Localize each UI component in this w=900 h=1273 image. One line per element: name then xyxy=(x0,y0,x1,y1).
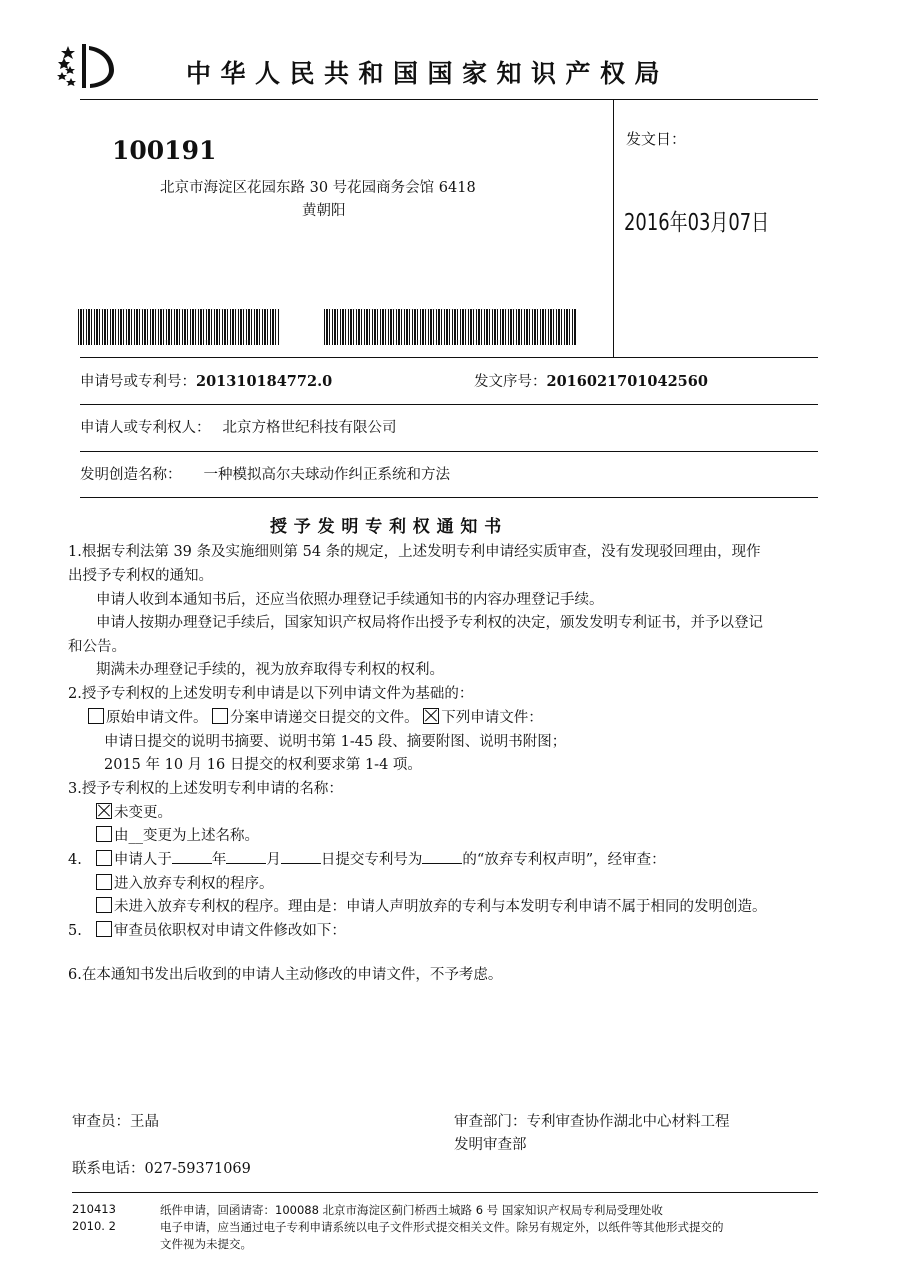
para-1-line-2: 出授予专利权的通知。 xyxy=(68,568,213,584)
listed-docs-checkbox[interactable] xyxy=(423,708,439,724)
row-divider-1 xyxy=(80,404,818,405)
waiver-patent-no-blank[interactable] xyxy=(422,863,462,864)
serial-value: 2016021701042560 xyxy=(546,373,708,390)
waiver-month-blank[interactable] xyxy=(226,863,266,864)
waiver-text-c: 的“放弃专利权声明”，经审查： xyxy=(462,852,666,868)
section-2-detail-1: 申请日提交的说明书摘要、说明书第 1-45 段、摘要附图、说明书附图； xyxy=(104,734,567,750)
e-filing-instruction-cont: 文件视为未提交。 xyxy=(160,1237,252,1251)
issue-date-value: 2016年03月07日 xyxy=(624,210,770,236)
mailing-address: 北京市海淀区花园东路 30 号花园商务会馆 6418 xyxy=(160,180,476,196)
waiver-accepted-checkbox[interactable] xyxy=(96,874,112,890)
name-changed-checkbox[interactable] xyxy=(96,826,112,842)
app-no-label: 申请号或专利号： xyxy=(80,374,196,390)
bottom-divider xyxy=(72,1192,818,1193)
invention-label: 发明创造名称： xyxy=(80,467,182,483)
form-code: 210413 xyxy=(72,1202,116,1216)
recipient-name: 黄朝阳 xyxy=(302,203,346,219)
original-docs-label: 原始申请文件。 xyxy=(106,710,208,726)
invention-row xyxy=(80,465,450,485)
address-divider xyxy=(80,357,818,358)
issue-date-label: 发文日： xyxy=(626,130,687,148)
para-3-line-2: 和公告。 xyxy=(68,639,126,655)
postal-code: 100191 xyxy=(112,136,217,165)
applicant-label: 申请人或专利权人： xyxy=(80,420,211,436)
section-3-title: 3.授予专利权的上述发明专利申请的名称： xyxy=(68,781,343,797)
divisional-docs-checkbox[interactable] xyxy=(212,708,228,724)
exam-dept-line-1: 审查部门：专利审查协作湖北中心材料工程 xyxy=(454,1114,730,1130)
section-2-title: 2.授予专利权的上述发明专利申请是以下列申请文件为基础的： xyxy=(68,686,474,702)
applicant-row xyxy=(80,418,397,438)
waiver-year-blank[interactable] xyxy=(172,863,212,864)
name-unchanged-checkbox[interactable] xyxy=(96,803,112,819)
waiver-accepted-label: 进入放弃专利权的程序。 xyxy=(114,876,274,892)
section-4-number: 4. xyxy=(68,852,82,868)
para-3-line-1: 申请人按期办理登记手续后，国家知识产权局将作出授予专利权的决定，颁发发明专利证书，并予以登记 xyxy=(96,615,763,631)
app-no-value: 201310184772.0 xyxy=(196,373,333,390)
header-divider xyxy=(80,99,818,100)
original-docs-checkbox[interactable] xyxy=(88,708,104,724)
para-4: 期满未办理登记手续的，视为放弃取得专利权的权利。 xyxy=(96,662,444,678)
contact-phone: 联系电话：027-59371069 xyxy=(72,1161,251,1177)
row-divider-3 xyxy=(80,497,818,498)
waiver-month-label: 月 xyxy=(266,852,281,868)
examiner-amend-label: 审查员依职权对申请文件修改如下： xyxy=(113,923,346,939)
section-2-detail-2: 2015 年 10 月 16 日提交的权利要求第 1-4 项。 xyxy=(104,757,422,773)
examiner-name: 审查员：王晶 xyxy=(72,1114,159,1130)
section-2-options xyxy=(88,708,543,728)
row-divider-2 xyxy=(80,451,818,452)
section-4-option-1 xyxy=(96,874,274,894)
barcode-left xyxy=(78,309,280,345)
barcode-right xyxy=(324,309,576,345)
divisional-docs-label: 分案申请递交日提交的文件。 xyxy=(230,710,419,726)
section-4-row xyxy=(68,850,666,870)
section-5-number: 5. xyxy=(68,923,82,939)
mail-instruction: 纸件申请，回函请寄：100088 北京市海淀区蓟门桥西土城路 6 号 国家知识产权局专利局受理处收 xyxy=(160,1203,663,1217)
examiner-amend-checkbox[interactable] xyxy=(96,921,112,937)
section-3-option-1 xyxy=(96,803,172,823)
invention-value: 一种模拟高尔夫球动作纠正系统和方法 xyxy=(203,467,450,483)
waiver-text-b: 日提交专利号为 xyxy=(320,852,423,868)
notice-title: 授予发明专利权通知书 xyxy=(270,517,508,537)
form-version: 2010. 2 xyxy=(72,1219,116,1233)
cnipa-logo-icon xyxy=(56,40,126,90)
app-no-row xyxy=(80,372,332,392)
serial-row xyxy=(474,372,708,392)
e-filing-instruction: 电子申请，应当通过电子专利申请系统以电子文件形式提交相关文件。除另有规定外，以纸件等其他形式提交的 xyxy=(160,1220,724,1234)
serial-label: 发文序号： xyxy=(474,374,547,390)
para-2: 申请人收到本通知书后，还应当依照办理登记手续通知书的内容办理登记手续。 xyxy=(96,592,604,608)
section-4-option-2 xyxy=(96,897,767,917)
section-6: 6.在本通知书发出后收到的申请人主动修改的申请文件，不予考虑。 xyxy=(68,967,503,983)
date-column-divider xyxy=(613,99,614,357)
listed-docs-label: 下列申请文件： xyxy=(441,710,543,726)
waiver-checkbox[interactable] xyxy=(96,850,112,866)
applicant-value: 北京方格世纪科技有限公司 xyxy=(222,420,397,436)
waiver-text-a: 申请人于 xyxy=(113,852,172,868)
name-unchanged-label: 未变更。 xyxy=(114,805,172,821)
section-5-row xyxy=(68,921,346,941)
section-3-option-2 xyxy=(96,826,259,846)
name-changed-label: 由__变更为上述名称。 xyxy=(114,828,259,844)
waiver-day-blank[interactable] xyxy=(281,863,321,864)
waiver-year-label: 年 xyxy=(211,852,227,868)
office-name: 中华人民共和国国家知识产权局 xyxy=(186,59,670,88)
waiver-rejected-label: 未进入放弃专利权的程序。理由是：申请人声明放弃的专利与本发明专利申请不属于相同的发明创造。 xyxy=(114,899,767,915)
exam-dept-line-2: 发明审查部 xyxy=(454,1137,527,1153)
para-1-line-1: 1.根据专利法第 39 条及实施细则第 54 条的规定，上述发明专利申请经实质审查，没有发现驳回理由，现作 xyxy=(68,544,761,560)
waiver-rejected-checkbox[interactable] xyxy=(96,897,112,913)
